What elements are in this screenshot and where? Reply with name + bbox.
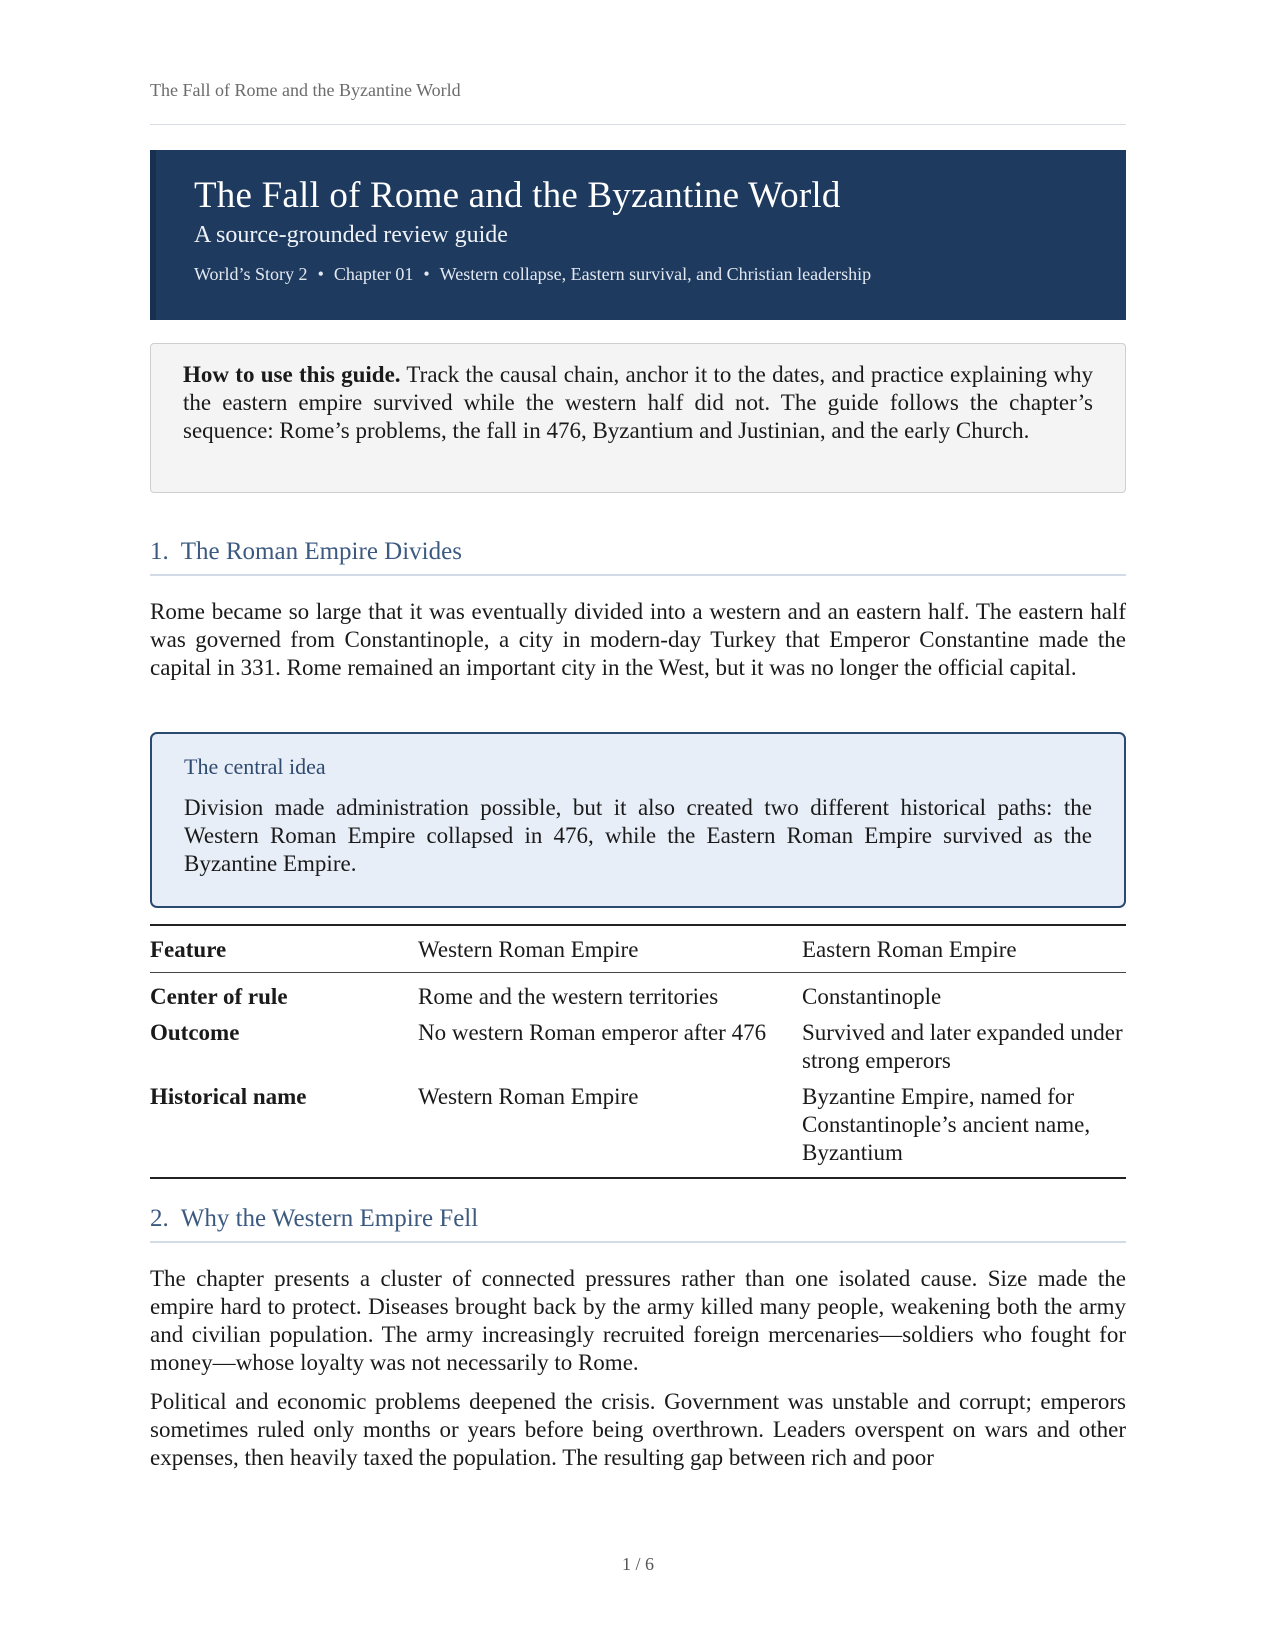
- page-number: 1 / 6: [621, 1554, 654, 1574]
- table-row: [150, 973, 1126, 1020]
- document-meta: [194, 264, 871, 285]
- table-header: Feature: [150, 937, 227, 962]
- table-header-row: [150, 925, 1126, 973]
- table-row: [150, 1019, 1126, 1083]
- table-cell: No western Roman emperor after 476: [418, 1020, 767, 1045]
- table-cell: Survived and later expanded under strong emperors: [802, 1020, 1123, 1073]
- document-subtitle: A source-grounded review guide: [194, 222, 508, 248]
- table-cell: Western Roman Empire: [418, 1084, 639, 1109]
- section-number: 2.: [150, 1205, 169, 1232]
- table-cell: Constantinople: [802, 984, 942, 1009]
- table-cell: Rome and the western territories: [418, 984, 719, 1009]
- section-paragraph: The chapter presents a cluster of connected pressures rather than one isolated cause. Size made the empire hard to protect. Diseases brought back by the army killed many people, weakening both the army and civilian population. The army increasingly recruited foreign mercenaries—soldiers who fought for money—whose loyalty was not necessarily to Rome.: [150, 1266, 1126, 1375]
- document-title: The Fall of Rome and the Byzantine World: [194, 175, 841, 216]
- section-heading: [150, 1205, 1126, 1243]
- table-header: Western Roman Empire: [418, 937, 639, 962]
- header-divider: [150, 124, 1126, 125]
- meta-separator: •: [317, 264, 324, 284]
- title-banner: [150, 150, 1126, 320]
- meta-topic: Western collapse, Eastern survival, and Christian leadership: [439, 264, 872, 284]
- central-idea-text: Division made administration possible, but it also created two different historical paths: the Western Roman Empire collapsed in 476, while the Eastern Roman Empire survived as the Byzantine Empire.: [184, 795, 1092, 876]
- table-header: Eastern Roman Empire: [802, 937, 1017, 962]
- meta-series: World’s Story 2: [194, 264, 308, 284]
- running-head: The Fall of Rome and the Byzantine World: [150, 80, 461, 100]
- how-to-use-box: [150, 343, 1126, 493]
- table-cell: Center of rule: [150, 984, 288, 1009]
- meta-separator: •: [423, 264, 430, 284]
- section-title: The Roman Empire Divides: [180, 538, 462, 565]
- central-idea-title: The central idea: [184, 754, 326, 779]
- comparison-table: [150, 924, 1126, 1179]
- table-cell: Byzantine Empire, named for Constantinople’s ancient name, Byzantium: [802, 1084, 1091, 1165]
- table-row: [150, 1083, 1126, 1178]
- meta-chapter: Chapter 01: [333, 264, 414, 284]
- table-cell: Historical name: [150, 1084, 307, 1109]
- section-paragraph: Rome became so large that it was eventually divided into a western and an eastern half. The eastern half was governed from Constantinople, a city in modern-day Turkey that Emperor Constantine made the capital in 331. Rome remained an important city in the West, but it was no longer the official capital.: [150, 599, 1126, 680]
- how-to-use-lead: How to use this guide.: [183, 362, 401, 387]
- section-title: Why the Western Empire Fell: [180, 1205, 479, 1232]
- central-idea-box: [150, 732, 1126, 908]
- section-paragraph: Political and economic problems deepened the crisis. Government was unstable and corrupt; emperors sometimes ruled only months or years before being overthrown. Leaders overspent on wars and other expenses, then heavily taxed the population. The resulting gap between rich and poor: [150, 1389, 1126, 1470]
- section-heading: [150, 538, 1126, 576]
- how-to-use-text: Track the causal chain, anchor it to the dates, and practice explaining why the eastern empire survived while the western half did not. The guide follows the chapter’s sequence: Rome’s problems, the fall in 476, Byzantium and Justinian, and the early Church.: [183, 362, 1093, 443]
- section-number: 1.: [150, 538, 169, 565]
- table-cell: Outcome: [150, 1020, 240, 1045]
